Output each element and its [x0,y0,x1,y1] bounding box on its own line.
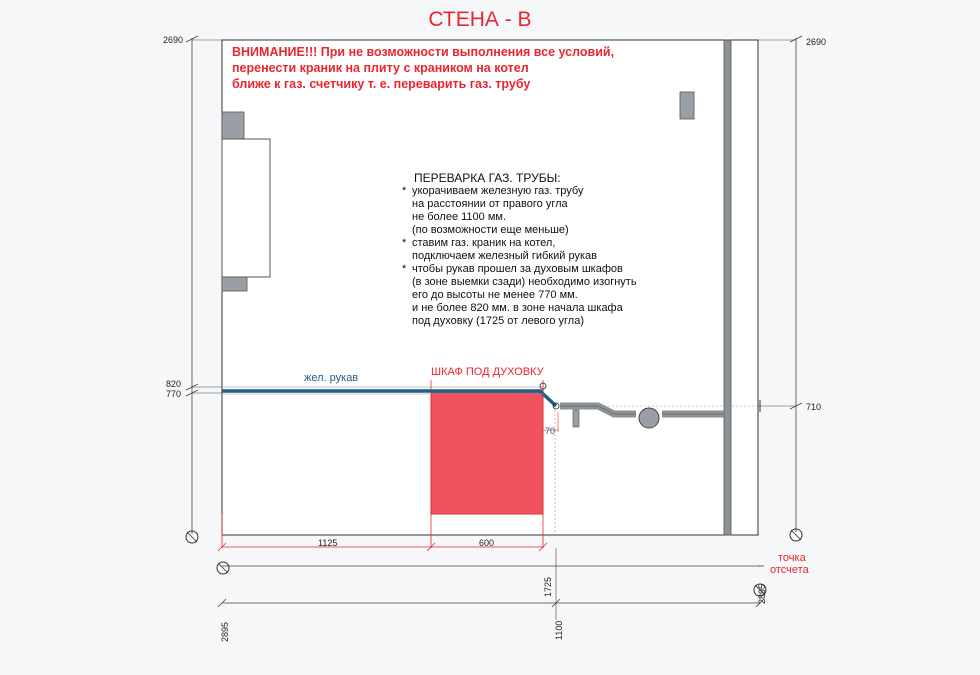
warning-text [232,44,632,92]
notes-line: не более 1100 мм. [412,211,507,223]
cabinet-label: ШКАФ ПОД ДУХОВКУ [431,366,544,378]
gas-meter [639,408,659,428]
bullet-mark [402,224,412,237]
notes-line: (по возможности еще меньше) [412,224,569,236]
notes-line: на расстоянии от правого угла [412,198,568,210]
oven-cabinet [431,390,543,514]
dim-bottom-1725: 1725 [543,576,553,597]
dim-width-600: 600 [479,538,495,548]
pipe-notes [402,172,702,328]
bullet-mark [402,250,412,263]
warning-line: ближе к газ. счетчику т. е. переварить газ. трубу [232,77,531,91]
bullet-mark: * [402,263,407,275]
dim-gap-70: 70 [545,426,556,436]
warning-line: ВНИМАНИЕ!!! При не возможности выполнения все условий, [232,45,615,59]
notes-line: (в зоне выемки сзади) необходимо изогнуть [412,276,637,288]
bullet-mark [402,198,412,211]
dim-bottom-1100: 1100 [554,620,564,640]
gas-tap-stub [573,410,579,427]
dim-left-820: 820 [166,379,182,389]
bullet-mark [402,302,412,315]
bullet-mark [402,276,412,289]
dim-bottom-2895-left: 2895 [220,621,230,642]
bullet-mark [402,211,412,224]
bullet-mark [402,289,412,302]
origin-label-line1: точка [778,552,806,564]
warning-line: перенести краник на плиту с краником на котел [232,61,529,75]
dim-width-1125: 1125 [318,538,338,548]
gas-riser-pipe [724,40,731,535]
dim-right-height: 2690 [806,37,827,47]
bullet-mark [402,315,412,328]
dim-left-height: 2690 [163,35,184,45]
wall-box [680,92,694,119]
hose-label: жел. рукав [304,372,359,384]
notes-line: и не более 820 мм. в зоне начала шкафа [412,302,623,314]
origin-label-line2: отсчета [770,564,809,576]
notes-line: его до высоты не менее 770 мм. [412,289,578,301]
boiler [222,139,270,277]
notes-line: чтобы рукав прошел за духовым шкафов [412,263,623,275]
bullet-mark: * [402,185,407,197]
notes-heading: ПЕРЕВАРКА ГАЗ. ТРУБЫ: [414,171,561,185]
notes-line: ставим газ. краник на котел, [412,237,556,249]
boiler-bottom-outlet [222,277,247,291]
boiler-top-flue [222,112,244,139]
dim-left-770: 770 [166,389,182,399]
page-title: СТЕНА - В [428,8,532,31]
notes-line: под духовку (1725 от левого угла) [412,315,585,327]
dim-bottom-2895-right: 2895 [757,583,767,604]
bullet-mark: * [402,237,407,249]
notes-line: укорачиваем железную газ. трубу [412,185,584,197]
notes-line: подключаем железный гибкий рукав [412,250,597,262]
dim-right-710: 710 [806,402,822,412]
